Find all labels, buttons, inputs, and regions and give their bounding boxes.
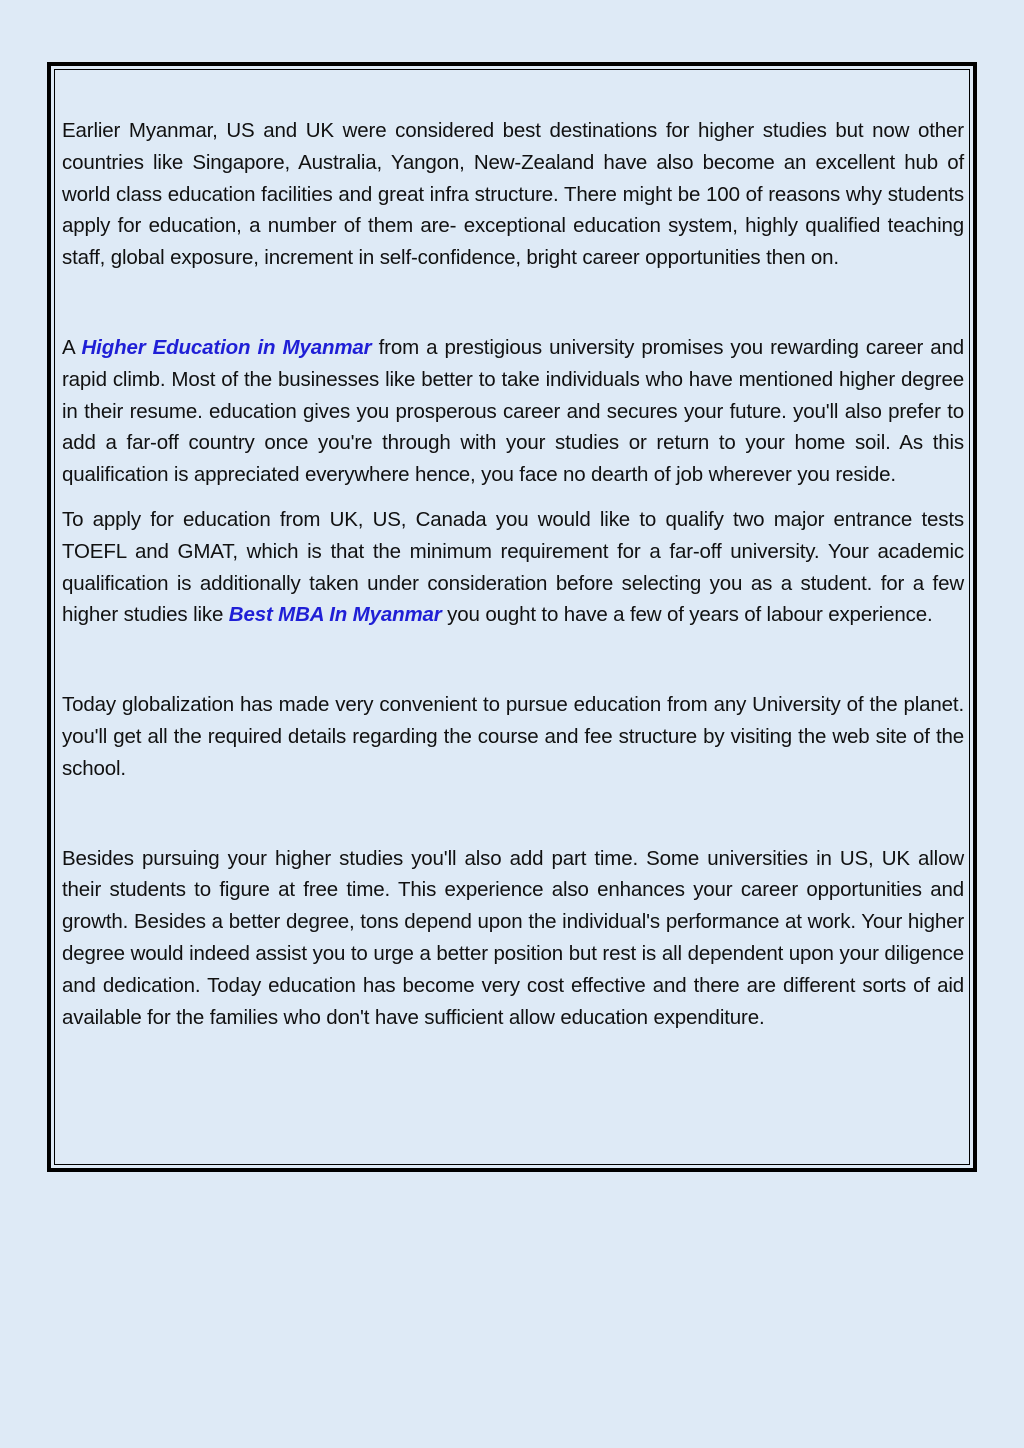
paragraph-intro: Earlier Myanmar, US and UK were considered best destinations for higher studies but now other countries like Singapore, Australia, Yangon, New-Zealand have also become an excellent hub of world class education facilities and great infra structure. There might be 100 of reasons why students apply for education, a number of them are- exceptional education system, highly qualified teaching staff, global exposure, increment in self-confidence, bright career opportunities then on. [62, 119, 964, 270]
paragraph-apply [62, 504, 964, 631]
paragraph-higher-education [62, 332, 964, 491]
higher-education-link[interactable]: Higher Education in Myanmar [81, 335, 372, 359]
paragraph-text: A [62, 335, 82, 359]
paragraph-globalization: Today globalization has made very convenient to pursue education from any University of the planet. you'll get all the required details regarding the course and fee structure by visiting the web site of the school. [62, 693, 964, 780]
paragraph-text: from a prestigious university promises you rewarding career and rapid climb. Most of the businesses like better to take individuals who have mentioned higher degree in their resume. education gives you prosperous career and secures your future. you'll also prefer to add a far-off country once you're through with your studies or return to your home soil. As this qualification is appreciated everywhere hence, you face no dearth of job wherever you reside. [62, 335, 964, 487]
paragraph-text: To apply for education from UK, US, Canada you would like to qualify two major entrance tests TOEFL and GMAT, which is that the minimum requirement for a far-off university. Your academic qualification is additionally taken under consideration before selecting you as a student. for a few higher studies like [62, 507, 964, 627]
document-body [62, 115, 964, 1033]
best-mba-link[interactable]: Best MBA In Myanmar [228, 603, 442, 627]
paragraph-part-time: Besides pursuing your higher studies you'll also add part time. Some universities in US, UK allow their students to figure at free time. This experience also enhances your career opportunities and growth. Besides a better degree, tons depend upon the individual's performance at work. Your higher degree would indeed assist you to urge a better position but rest is all dependent upon your diligence and dedication. Today education has become very cost effective and there are different sorts of aid available for the families who don't have sufficient allow education expenditure. [62, 846, 964, 1029]
paragraph-text: you ought to have a few of years of labour experience. [441, 603, 933, 627]
